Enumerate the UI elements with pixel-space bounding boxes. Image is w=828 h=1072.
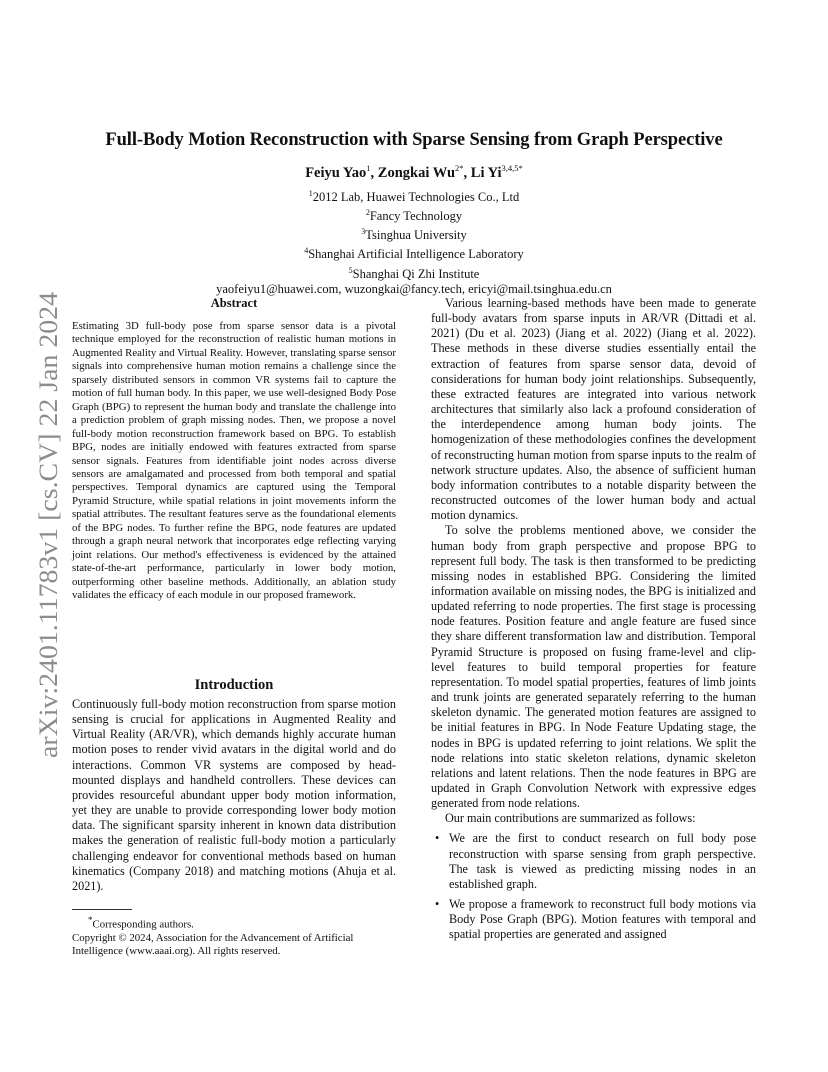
arxiv-identifier-stamp <box>12 290 68 760</box>
affiliation-1: $^1$2012 Lab, Huawei Technologies Co., Ltd <box>308 189 520 205</box>
body-paragraph-1: Various learning-based methods have been made to generate full-body avatars from sparse inputs in AR/VR (Dittadi et al. 2021) (Du et al. 2023) (Jiang et al. 2022) (Jiang et al. 2022). These methods in these diverse studies essentially entail the extraction of features from sparse sensor data, devoid of considerations for human body joint relationships. Subsequently, these extracted features are integrated into various network architectures that similarly also lack a profound consideration of the interdependence among human body joints. The homogenization of these methodologies confines the development of reconstructing human motion from sparse inputs to the realm of network structure updates. Also, the absence of sufficient human body information contributes to a notable disparity between the reconstructed outcomes of the lower human body and actual motion dynamics. <box>431 296 756 523</box>
bullet-marker: • <box>435 897 440 912</box>
footnote-divider <box>72 909 132 910</box>
contribution-item: • We propose a framework to reconstruct full body motions via Body Pose Graph (BPG). Motion features with temporal and spatial properties are generated and assigned <box>435 897 756 942</box>
paper-title: Full-Body Motion Reconstruction with Sparse Sensing from Graph Perspective <box>105 130 723 150</box>
author-1: Feiyu Yao$^1$, <box>305 163 378 181</box>
contributions-intro: Our main contributions are summarized as follows: <box>445 811 696 826</box>
introduction-paragraph: Continuously full-body motion reconstruction from sparse motion sensing is crucial for applications in Augmented Reality and Virtual Reality (AR/VR), which demands highly accurate human motion poses to render vivid avatars in the digital world and do interactions. Common VR systems are composed by head-mounted displays and handheld controllers. These devices can provides resourceful abundant upper body motion information, yet they are unable to provide corresponding lower body motion data. The significant sparsity inherent in known data distribution makes the generation of realistic full-body motion a particularly challenging endeavor for conventional methods based on human kinematics (Company 2018) and matching motions (Ahuja et al. 2021). <box>72 697 396 893</box>
affiliation-5: $^5$Shanghai Qi Zhi Institute <box>348 265 480 281</box>
author-list <box>40 163 788 182</box>
contribution-item: • We are the first to conduct research on full body pose reconstruction with sparse sensing from graph perspective. The task is viewed as predicting missing nodes in an established graph. <box>435 831 756 891</box>
author-2: Zongkai $Wu^{2*}$, <box>377 163 471 181</box>
right-column <box>431 296 756 948</box>
affiliation-4: $^4$Shanghai Artificial Intelligence Laboratory <box>304 246 524 262</box>
arxiv-stamp-svg <box>12 290 68 760</box>
abstract-text: Estimating 3D full-body pose from sparse sensor data is a pivotal technique employed for the reconstruction of realistic human motions in Augmented Reality and Virtual Reality. However, translating sparse sensor signals into comprehensive human motion remains a challenge since the sparsely distributed sensors in common VR systems fail to capture the motion of full human body. In this paper, we use well-designed Body Pose Graph (BPG) to represent the human body and translate the challenge into a prediction problem of graph missing nodes. Then, we propose a novel full-body motion reconstruction framework based on BPG. To establish BPG, nodes are initially endowed with features extracted from sparse sensor signals. Features from identifiable joint nodes across diverse sensors are amalgamated and processed from both temporal and spatial perspectives. Temporal dynamics are captured using the Temporal Pyramid Structure, while spatial relations in joint movements inform the spatial attributes. The resultant features serve as the foundational elements of the BPG nodes. To further refine the BPG, node features are updated through a graph neural network that incorporates edge reflecting varying joint relations. Our method's effectiveness is evidenced by the attained state-of-the-art performance, particularly in lower body motion, outperforming other baseline methods. Additionally, an ablation study validates the efficacy of each module in our proposed framework. <box>72 320 396 602</box>
affiliation-2: $^2$Fancy Technology <box>365 208 463 224</box>
corresponding-authors-note: *Corresponding authors. <box>88 915 194 931</box>
affiliation-list <box>40 186 788 297</box>
footnote <box>72 914 396 958</box>
left-column <box>72 296 396 957</box>
abstract-heading: Abstract <box>210 296 258 310</box>
bullet-marker: • <box>435 831 440 846</box>
copyright-notice: Copyright © 2024, Association for the Advancement of Artificial Intelligence (www.aaai.org). All rights reserved. <box>72 931 354 957</box>
body-paragraph-2: To solve the problems mentioned above, we consider the human body from graph perspective and propose BPG to represent full body. The task is then transformed to be predicting missing nodes in established BPG. Considering the limited information available on missing nodes, the BPG is initialized and updated referring to node properties. The first stage is processing node features. Position feature and angle feature are fused since they share different transformation law and distribution. Temporal Pyramid Structure is proposed on fusing frame-level and clip-level features to build temporal properties for feature representation. To model spatial properties, features of limb joints and trunk joints are generated separately referring to the human skeleton dynamic. The generated motion features are assigned to be initial features in BPG. In Node Feature Updating stage, the nodes in BPG is updated referring to joint relations. We split the node relations into static skeleton relations, dynamic skeleton relations and latent relations. Then the node features in BPG are updated in Graph Convolution Network with expressive edges generated from node relations. <box>431 523 756 811</box>
arxiv-id-text: arXiv:2401.11783v1 [cs.CV] 22 Jan 2024 <box>33 314 63 758</box>
affiliation-3: $^3$Tsinghua University <box>361 227 467 243</box>
author-emails: yaofeiyu1@huawei.com, wuzongkai@fancy.tech, ericyi@mail.tsinghua.edu.cn <box>216 281 612 296</box>
author-3: Li $Yi^{3,4,5*}$ <box>470 163 523 181</box>
introduction-heading: Introduction <box>194 677 274 693</box>
contributions-list <box>431 831 756 942</box>
